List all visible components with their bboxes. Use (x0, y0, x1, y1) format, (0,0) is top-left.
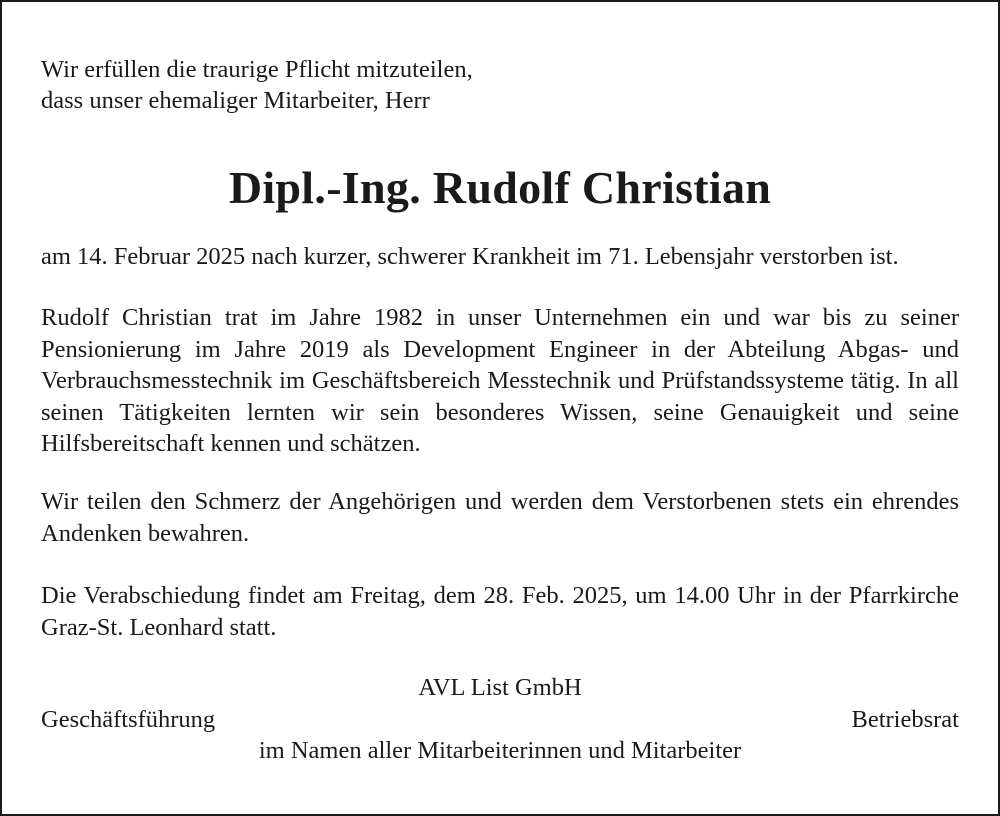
deceased-name: Dipl.-Ing. Rudolf Christian (228, 162, 772, 213)
company-name: AVL List GmbH (418, 674, 582, 701)
condolence-paragraph: Wir teilen den Schmerz der Angehörigen und werden dem Verstorbenen stets ein ehrendes Andenken bewahren. (41, 488, 959, 547)
signature-works-council: Betriebsrat (851, 706, 959, 733)
death-statement: am 14. Februar 2025 nach kurzer, schwerer Krankheit im 71. Lebensjahr verstorben ist. (41, 243, 899, 270)
farewell-paragraph: Die Verabschiedung findet am Freitag, dem 28. Feb. 2025, um 14.00 Uhr in der Pfarrkirche Graz-St. Leonhard statt. (41, 582, 959, 641)
career-paragraph: Rudolf Christian trat im Jahre 1982 in unser Unternehmen ein und war bis zu seiner Pensionierung im Jahre 2019 als Development Engineer in der Abteilung Abgas- und Verbrauchsmesstechnik im Geschäftsbereich Messtechnik und Prüfstandssysteme tätig. In all seinen Tätigkeiten lernten wir sein besonderes Wissen, seine Genauigkeit und seine Hilfsbereitschaft kennen und schätzen. (41, 304, 959, 457)
intro-line-1: Wir erfüllen die traurige Pflicht mitzuteilen, (41, 56, 473, 83)
intro-line-2: dass unser ehemaliger Mitarbeiter, Herr (41, 87, 430, 114)
signature-management: Geschäftsführung (41, 706, 216, 733)
signature-employees: im Namen aller Mitarbeiterinnen und Mitarbeiter (258, 737, 742, 764)
